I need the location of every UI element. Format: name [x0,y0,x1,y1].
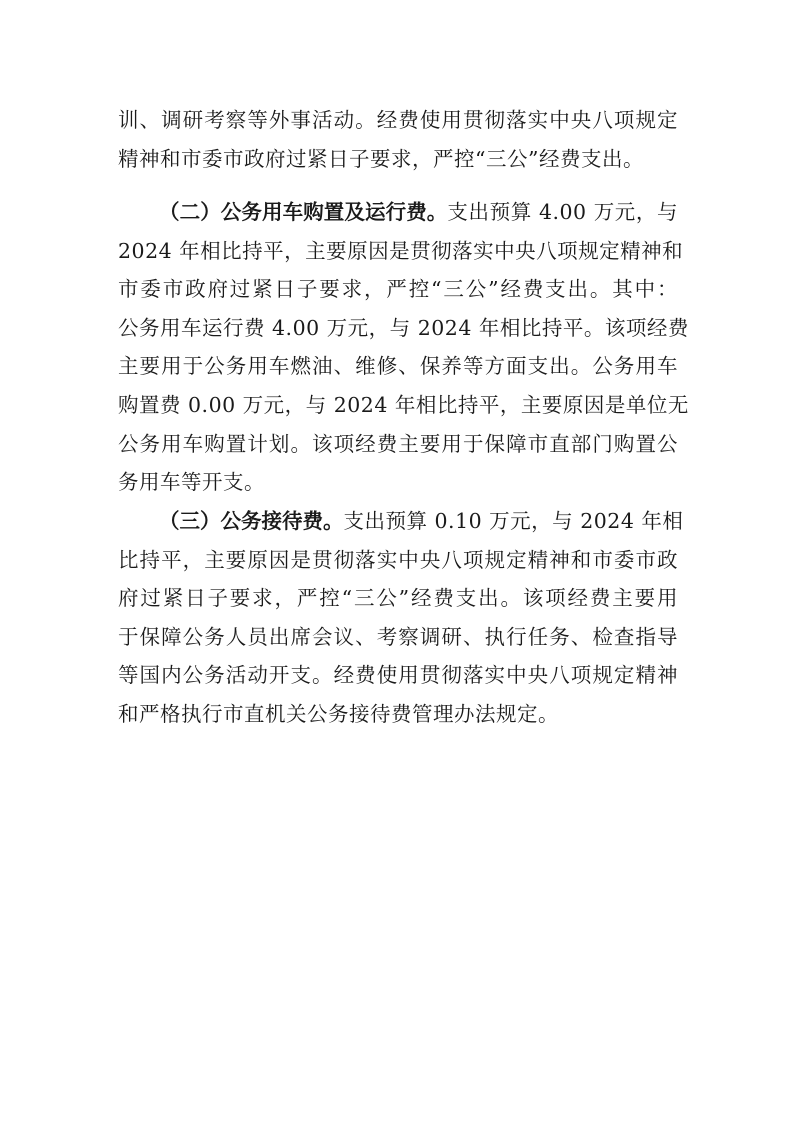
text-line-first [118,193,678,232]
text-run: 支出预算 0.10 万元，与 2024 年相 [343,509,684,533]
paragraph-reception-expenses [118,502,684,734]
text-line: 和严格执行市直机关公务接待费管理办法规定。 [118,701,559,726]
text-line: 2024 年相比持平，主要原因是贯彻落实中央八项规定精神和 [118,238,684,263]
text-line: 购置费 0.00 万元，与 2024 年相比持平，主要原因是单位无 [118,392,689,417]
text-line: 公务用车运行费 4.00 万元，与 2024 年相比持平。该项经费 [118,315,689,340]
text-line: 训、调研考察等外事活动。经费使用贯彻落实中央八项规定 [118,108,678,132]
text-line: 主要用于公务用车燃油、维修、保养等方面支出。公务用车 [118,354,678,379]
text-line: 务用车等开支。 [118,470,265,495]
text-line: 公务用车购置计划。该项经费主要用于保障市直部门购置公 [118,431,678,456]
text-line-first [118,502,684,541]
text-line: 市委市政府过紧日子要求，严控“三公”经费支出。其中： [118,277,678,302]
text-line: 于保障公务人员出席会议、考察调研、执行任务、检查指导 [118,624,678,649]
paragraph-foreign-affairs-continuation [118,101,678,178]
text-line: 等国内公务活动开支。经费使用贯彻落实中央八项规定精神 [118,663,678,688]
text-line: 精神和市委市政府过紧日子要求，严控“三公”经费支出。 [118,146,644,171]
text-line: 比持平，主要原因是贯彻落实中央八项规定精神和市委市政 [118,547,678,572]
text-line: 府过紧日子要求，严控“三公”经费支出。该项经费主要用 [118,586,678,611]
text-run: 支出预算 4.00 万元，与 [447,200,679,224]
section-heading-vehicle: （二）公务用车购置及运行费。 [159,200,448,224]
paragraph-vehicle-expenses [118,193,689,502]
section-heading-reception: （三）公务接待费。 [159,509,344,533]
